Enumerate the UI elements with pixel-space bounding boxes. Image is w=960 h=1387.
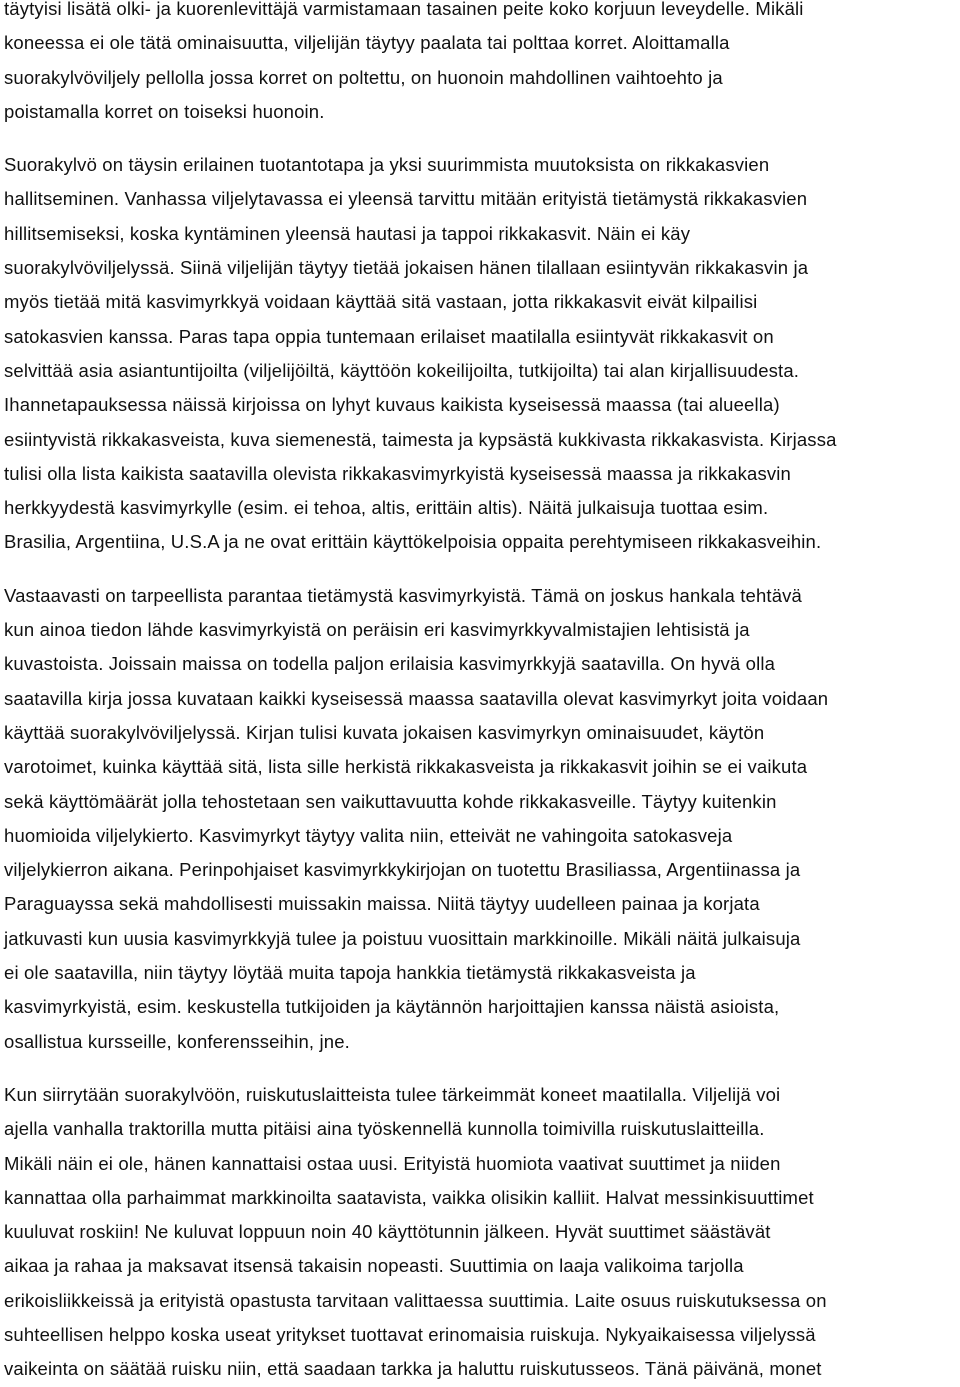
text-line: täytyisi lisätä olki- ja kuorenlevittäjä varmistamaan tasainen peite koko korjuun leveydelle. Mikäli: [4, 0, 804, 19]
text-line: Ihannetapauksessa näissä kirjoissa on lyhyt kuvaus kaikista kyseisessä maassa (tai alueella): [4, 394, 780, 416]
text-line: hillitsemiseksi, koska kyntäminen yleensä hautasi ja tappoi rikkakasvit. Näin ei käy: [4, 222, 691, 244]
paragraph-weed-control: [4, 148, 956, 560]
text-line: suhteellisen helppo koska useat yritykset tuottavat erinomaisia ruiskuja. Nykyaikaisessa viljelyssä: [4, 1323, 816, 1345]
text-line: aikaa ja rahaa ja maksavat itsensä takaisin nopeasti. Suuttimia on laaja valikoima tarjolla: [4, 1255, 744, 1277]
text-line: esiintyvistä rikkakasveista, kuva siemenestä, taimesta ja kypsästä kukkivasta rikkakasvista. Kirjassa: [4, 428, 837, 450]
text-line: kannattaa olla parhaimmat markkinoilta saatavista, vaikka olisikin kalliit. Halvat messinkisuuttimet: [4, 1186, 814, 1208]
text-line: huomioida viljelykierto. Kasvimyrkyt täytyy valita niin, etteivät ne vahingoita satokasveja: [4, 824, 733, 846]
text-line: tulisi olla lista kaikista saatavilla olevista rikkakasvimyrkyistä kyseisessä maassa ja rikkakasvin: [4, 462, 791, 484]
text-line: ajella vanhalla traktorilla mutta pitäisi aina työskennellä kunnolla toimivilla ruiskutuslaitteilla.: [4, 1118, 765, 1140]
text-line: Paraguayssa sekä mahdollisesti muissakin maissa. Niitä täytyy uudelleen painaa ja korjata: [4, 893, 760, 915]
text-line: kun ainoa tiedon lähde kasvimyrkyistä on peräisin eri kasvimyrkkyvalmistajien lehtisistä ja: [4, 619, 750, 641]
text-line: Mikäli näin ei ole, hänen kannattaisi ostaa uusi. Erityistä huomiota vaativat suuttimet ja niiden: [4, 1152, 781, 1174]
text-line: kuvastoista. Joissain maissa on todella paljon erilaisia kasvimyrkkyjä saatavilla. On hyvä olla: [4, 653, 776, 675]
text-line: käyttää suorakylvöviljelyssä. Kirjan tulisi kuvata jokaisen kasvimyrkyn ominaisuudet, käytön: [4, 721, 765, 743]
text-line: satokasvien kanssa. Paras tapa oppia tuntemaan erilaiset maatilalla esiintyvät rikkakasvit on: [4, 325, 774, 347]
paragraph-spacer: [4, 129, 956, 148]
text-line: viljelykierron aikana. Perinpohjaiset kasvimyrkkykirjojan on tuotettu Brasiliassa, Argentiinassa ja: [4, 859, 801, 881]
text-line: kuuluvat roskiin! Ne kuluvat loppuun noin 40 käyttötunnin jälkeen. Hyvät suuttimet säästävät: [4, 1221, 771, 1243]
text-line: suorakylvöviljely pellolla jossa korret on poltettu, on huonoin mahdollinen vaihtoehto ja: [4, 66, 723, 88]
text-line: hallitseminen. Vanhassa viljelytavassa ei yleensä tarvittu mitään erityistä tietämystä rikkakasvien: [4, 188, 808, 210]
text-line: koneessa ei ole tätä ominaisuutta, viljelijän täytyy paalata tai polttaa korret. Aloittamalla: [4, 32, 730, 54]
text-line: suorakylvöviljelyssä. Siinä viljelijän täytyy tietää jokaisen hänen tilallaan esiintyvän rikkakasvin ja: [4, 257, 809, 279]
paragraph-spacer: [4, 560, 956, 579]
text-line: sekä käyttömäärät jolla tehostetaan sen vaikuttavuutta kohde rikkakasveille. Täytyy kuitenkin: [4, 790, 777, 812]
text-line: Brasilia, Argentiina, U.S.A ja ne ovat erittäin käyttökelpoisia oppaita perehtymiseen rikkakasveihin.: [4, 531, 822, 553]
text-line: Vastaavasti on tarpeellista parantaa tietämystä kasvimyrkyistä. Tämä on joskus hankala tehtävä: [4, 584, 803, 606]
text-line: poistamalla korret on toiseksi huonoin.: [4, 100, 325, 122]
text-line: erikoisliikkeissä ja erityistä opastusta tarvitaan valittaessa suuttimia. Laite osuus ruiskutuksessa on: [4, 1289, 827, 1311]
paragraph-sprayers: [4, 1078, 956, 1387]
text-line: Kun siirrytään suorakylvöön, ruiskutuslaitteista tulee tärkeimmät koneet maatilalla. Viljelijä voi: [4, 1083, 781, 1105]
text-line: herkkyydestä kasvimyrkylle (esim. ei tehoa, altis, erittäin altis). Näitä julkaisuja tuottaa esim.: [4, 497, 769, 519]
text-line: osallistua kursseille, konferensseihin, jne.: [4, 1030, 350, 1052]
text-line: vaikeinta on säätää ruisku niin, että saadaan tarkka ja haluttu ruiskutusseos. Tänä päivänä, monet: [4, 1358, 822, 1380]
text-line: saatavilla kirja jossa kuvataan kaikki kyseisessä maassa saatavilla olevat kasvimyrkyt joita voidaan: [4, 687, 829, 709]
paragraph-herbicide-knowledge: [4, 579, 956, 1059]
paragraph-spacer: [4, 1059, 956, 1078]
text-line: kasvimyrkyistä, esim. keskustella tutkijoiden ja käytännön harjoittajien kanssa näistä asioista,: [4, 996, 780, 1018]
paragraph-straw-removal: [4, 0, 956, 129]
text-line: jatkuvasti kun uusia kasvimyrkkyjä tulee ja poistuu vuosittain markkinoille. Mikäli näitä julkaisuja: [4, 927, 801, 949]
text-line: varotoimet, kuinka käyttää sitä, lista sille herkistä rikkakasveista ja rikkakasvit joihin se ei vaikuta: [4, 756, 808, 778]
text-line: myös tietää mitä kasvimyrkkyä voidaan käyttää sitä vastaan, jotta rikkakasvit eivät kilpailisi: [4, 291, 758, 313]
text-line: Suorakylvö on täysin erilainen tuotantotapa ja yksi suurimmista muutoksista on rikkakasvien: [4, 154, 770, 176]
text-line: selvittää asia asiantuntijoilta (viljelijöiltä, käyttöön kokeilijoilta, tutkijoilta) tai alan kirjallisuudesta.: [4, 359, 800, 381]
text-line: ei ole saatavilla, niin täytyy löytää muita tapoja hankkia tietämystä rikkakasveista ja: [4, 962, 696, 984]
